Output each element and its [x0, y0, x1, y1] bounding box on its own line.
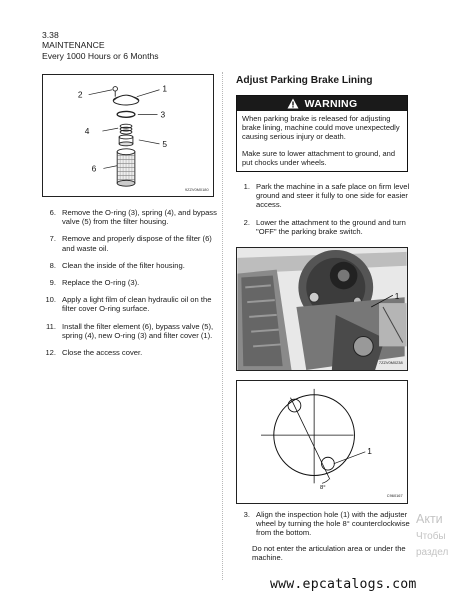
step-number: 1. — [243, 182, 250, 191]
right-step-list-a — [236, 182, 412, 244]
adjuster-diagram-figure — [236, 380, 408, 504]
procedure-title: Adjust Parking Brake Lining — [236, 75, 373, 86]
step-item — [42, 208, 220, 226]
figure-code: 9ZZV0M0180 — [184, 187, 209, 193]
step-number: 3. — [243, 510, 250, 519]
diagram-figure-code: C960167 — [386, 493, 403, 499]
step-item — [236, 510, 412, 538]
footer-url: www.epcatalogs.com — [270, 577, 417, 592]
step-text: Replace the O-ring (3). — [62, 278, 140, 288]
step-item — [42, 348, 220, 357]
step-number: 11. — [46, 321, 56, 331]
callout-4: 4 — [84, 126, 90, 137]
step-text: Remove and properly dispose of the filter (6) and waste oil. — [62, 234, 212, 253]
callout-1: 1 — [162, 83, 168, 94]
photo-figure-code: 7ZZV0M0238 — [378, 360, 403, 366]
watermark-line-3: раздел — [416, 547, 449, 558]
step-text: Align the inspection hole (1) with the adjuster wheel by turning the hole 8° counterclockwise from the bottom. — [256, 510, 410, 538]
brake-photo-drawing — [237, 248, 407, 370]
callout-5: 5 — [162, 138, 168, 149]
watermark-line-2: Чтобы — [416, 531, 446, 542]
step-item — [236, 218, 412, 236]
step-item — [42, 278, 220, 287]
right-step-list-b — [236, 510, 412, 546]
step-number: 8. — [49, 260, 56, 270]
step-number: 6. — [49, 208, 56, 217]
step-item — [42, 234, 220, 252]
step-text: Apply a light film of clean hydraulic oil on the filter cover O-ring surface. — [62, 295, 212, 314]
page-header — [42, 30, 159, 61]
step-text: Lower the attachment to the ground and turn "OFF" the parking brake switch. — [256, 217, 406, 236]
warning-body — [237, 111, 407, 171]
angle-label: 8° — [320, 485, 326, 492]
watermark-line-1: Акти — [416, 512, 443, 526]
step-text: Clean the inside of the filter housing. — [62, 260, 185, 270]
step-number: 10. — [45, 295, 56, 305]
warning-triangle-icon — [287, 98, 299, 109]
step-item — [42, 322, 220, 340]
safety-note: Do not enter the articulation area or under the machine. — [252, 544, 406, 563]
step-item — [42, 261, 220, 270]
step-item — [42, 295, 220, 313]
callout-2: 2 — [77, 89, 83, 100]
adjuster-diagram-drawing — [237, 381, 407, 503]
warning-header — [237, 96, 407, 111]
activation-watermark — [416, 510, 448, 561]
interval-subtitle: Every 1000 Hours or 6 Months — [42, 50, 159, 61]
brake-photo-figure — [236, 247, 408, 371]
step-number: 2. — [243, 217, 250, 227]
callout-6: 6 — [91, 163, 97, 174]
step-number: 12. — [45, 348, 56, 358]
step-text: Park the machine in a safe place on firm level ground and steer it fully to one side for easier access. — [256, 182, 410, 210]
section-title: MAINTENANCE — [42, 40, 105, 51]
step-text: Close the access cover. — [62, 348, 143, 358]
warning-box — [236, 95, 408, 172]
step-number: 7. — [49, 234, 56, 244]
warning-text-2: Make sure to lower attachment to ground, and put chocks under wheels. — [242, 149, 396, 167]
step-text: Install the filter element (6), bypass valve (5), spring (4), new O-ring (3) and filter cover (1). — [62, 321, 214, 340]
filter-exploded-figure — [42, 74, 214, 197]
step-text: Remove the O-ring (3), spring (4), and bypass valve (5) from the filter housing. — [62, 208, 217, 227]
filter-exploded-drawing — [43, 75, 213, 196]
step-item — [236, 182, 412, 210]
column-divider — [222, 72, 223, 580]
left-step-list — [42, 208, 220, 365]
photo-callout-1: 1 — [394, 291, 400, 302]
callout-3: 3 — [160, 109, 166, 120]
diagram-callout-1: 1 — [367, 445, 372, 456]
warning-label: WARNING — [304, 97, 358, 110]
step-number: 9. — [49, 278, 56, 288]
warning-text-1: When parking brake is released for adjusting brake lining, machine could move unexpectedly causing serious injury or death. — [242, 114, 400, 141]
page-number: 3.38 — [42, 30, 59, 40]
